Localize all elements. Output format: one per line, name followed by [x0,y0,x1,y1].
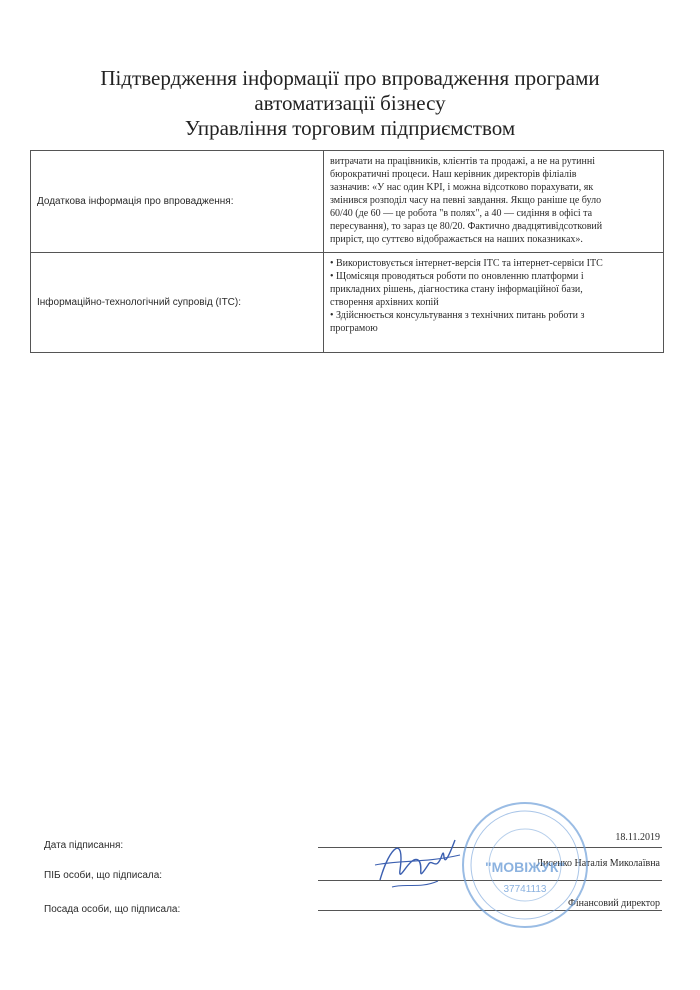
text-line: 60/40 (де 60 — це робота "в полях", а 40 — сидіння в офісі та [330,208,593,219]
text-line: приріст, що суттєво відображається на наших показниках». [330,234,583,245]
name-value: Лисенко Наталія Миколаївна [536,858,660,869]
position-value: Фінансовий директор [567,898,660,909]
text-line: • Щомісяця проводяться роботи по оновленню платформи і [330,271,584,282]
row-label: Інформаційно-технологічний супровід (ІТС): [31,253,324,353]
stamp-code: 37741113 [503,884,547,895]
stamp-name: "МОВІЖУК" [484,859,566,875]
name-label: ПІБ особи, що підписала: [44,870,163,881]
text-line: витрачати на працівників, клієнтів та продажі, а не на рутинні [330,156,595,167]
title-line-3: Управління торговим підприємством [184,116,516,140]
text-line: бюрократичні процеси. Наш керівник директорів філіалів [330,169,577,180]
text-line: пересування), то зараз це 80/20. Фактично двадцятивідсотковий [330,221,603,232]
position-label: Посада особи, що підписала: [44,904,181,915]
text-line: створення архівних копій [330,297,439,308]
text-line: прикладних рішень, діагностика стану інформаційної бази, [330,284,583,295]
signature [370,825,465,900]
text-line: • Використовується інтернет-версія ІТС та інтернет-сервіси ІТС [330,258,603,269]
date-label: Дата підписання: [44,840,124,851]
row-label: Додаткова інформація про впровадження: [31,151,324,253]
title-line-1: Підтвердження інформації про впровадження програми [100,66,600,90]
title-line-2: автоматизації бізнесу [254,91,446,115]
company-stamp [460,800,590,930]
text-line: програмою [330,323,378,334]
text-line: зазначив: «У нас один KPI, і можна відсотково порахувати, як [330,182,594,193]
date-value: 18.11.2019 [615,832,660,843]
text-line: • Здійснюється консультування з технічних питань роботи з [330,310,585,321]
text-line: змінився розподіл часу на певні завдання. Якщо раніше це було [330,195,602,206]
